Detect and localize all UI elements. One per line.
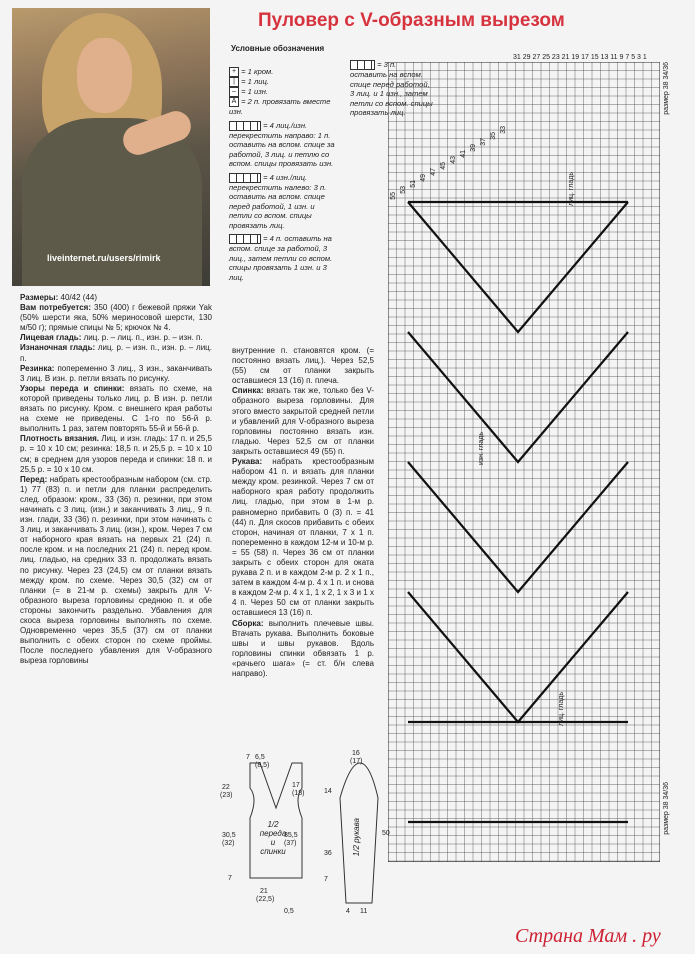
text-para: Перед: набрать крестообразным набором (см. стр. 1) 77 (83) п. и петли для планки распределить след. образом: кром., 33 (36) п. резинки, при этом начинать с 3 лиц. (изн.) и заканчивать 3 лиц., 9 п. изн. глади, 33 (36) п. резинки, при этом начинать с 3 лиц. и заканчивать 3 лиц. (изн.), кром. Через 7 см от наборного края вязать на первых 21 (24) п. после кром. и на последних 21 (24) п. перед кром. лиц. гладью, на средних 33 п. продолжать вязать по рисунку. Через 23 (24,5) см от планки вязать между кром. по схеме. Через 30,5 (32) см от планки (= в 21-м р. схемы) закрыть для V-образного выреза горловины среднюю п. и обе стороны закончить раздельно. Убавления для скоса выреза горловины выполнять по схеме. Одновременно через 35,5 (37) см от планки выполнить с обеих сторон по схеме проймы. После последнего убавления для V-образного выреза горловины <box>20 474 212 666</box>
text-para: Изнаночная гладь: лиц. р. – изн. п., изн. р. – лиц. п. <box>20 343 212 363</box>
chart-row-number: 49 <box>420 174 427 182</box>
site-watermark: Страна Мам . ру <box>515 925 661 947</box>
text-para: Размеры: 40/42 (44) <box>20 293 98 302</box>
model-photo <box>12 8 210 286</box>
legend-item: = 4 лиц./изн. перекрестить направо: 1 п. оставить на вспом. спице за работой, 3 лиц. и петлю со вспом. спицы провязать изн. <box>229 120 335 168</box>
text-para: Вам потребуется: 350 (400) г бежевой пряжи Yak (50% шерсти яка, 50% мериносовой шерсти, 130 м/50 г); прямые спицы № 5; крючок № 4. <box>20 303 212 333</box>
legend-list <box>229 67 339 282</box>
text-para: Плотность вязания. Лиц. и изн. гладь: 17 п. и 25,5 р. = 10 х 10 см; резинка: 18,5 п. и 25,5 р. = 10 х 10 см; в среднем для узоров переда и спинки: 18 п. и 25,5 р. = 10 х 10 см. <box>20 434 212 474</box>
chart-side-label-top: размер 38 34/36 <box>663 62 670 115</box>
chart-row-number: 41 <box>460 150 467 158</box>
text-para: Спинка: вязать так же, только без V-образного выреза горловины. Для этого вместо закрытой средней петли и убавлений для V-образного выреза горловины постоянно вязать изн. гладью. Через 52,5 см от планки закрыть оставшиеся 49 (55) п. <box>232 386 374 456</box>
sleeve-schematic-caption: 1/2 рукава <box>352 818 361 857</box>
chart-row-number: 55 <box>390 192 397 200</box>
page-title: Пуловер с V-образным вырезом <box>258 10 565 31</box>
photo-watermark: liveinternet.ru/users/rimirk <box>47 253 161 263</box>
knitting-chart <box>388 54 670 862</box>
text-column-left <box>20 293 212 666</box>
legend-item: = 4 изн./лиц. перекрестить налево: 3 п. оставить на вспом. спице перед работой, 1 изн. и петли со вспом. спицы провязать лиц. <box>229 172 327 230</box>
legend-item: A = 2 п. провязать вместе изн. <box>229 97 331 116</box>
chart-row-number: 39 <box>470 144 477 152</box>
text-para: Лицевая гладь: лиц. р. – лиц. п., изн. р. – изн. п. <box>20 333 203 343</box>
sleeve-schematic: 16 (17) 14 36 50 4 11 7 1/2 рукава <box>324 750 390 915</box>
chart-row-number: 43 <box>450 156 457 164</box>
chart-label-purl: изн. гладь <box>478 432 485 465</box>
body-schematic: 7 6,5 (8,5) 22 (23) 30,5 (32) 17 (18) 35,5 (37) 21 (22,5) 0,5 7 1/2 переда и спинки <box>220 754 305 915</box>
chart-row-number: 53 <box>400 186 407 194</box>
legend-item: + = 1 кром. <box>229 67 339 77</box>
text-para: внутренние п. становятся кром. (= постоянно вязать лиц.). Через 52,5 (55) см от планки закрыть оставшиеся 13 (16) п. плеча. <box>232 346 374 386</box>
chart-label-face-bottom: лиц. гладь <box>558 692 565 727</box>
legend-item: – = 1 изн. <box>229 87 339 97</box>
text-para: Рукава: набрать крестообразным набором 41 п. и вязать для планки между кром. резинкой. Через 7 см от наборного края работу продолжить лиц. гладью, при этом в 1-м р. равномерно прибавить 0 (3) п. = 41 (44) п. Для скосов прибавить с обеих сторон, начиная от планки, 7 х 1 п. попеременно в каждом 12-м и 10-м р. = 55 (58) п. Через 36 см от планки закрыть с обеих сторон для оката рукава 2 п. и в каждом 2-м р. 2 х 1 п., затем в каждом 4-м р. 4 х 1 п. и снова в каждом 2-м р. 4 х 1, 1 х 2, 1 х 3 и 1 х 4 п. Через 50 см от планки закрыть оставшиеся 13 (16) п. <box>232 457 374 618</box>
chart-row-number: 35 <box>490 132 497 140</box>
legend-heading: Условные обозначения <box>231 44 325 53</box>
chart-row-number: 47 <box>430 168 437 176</box>
legend-item: = 4 п. оставить на вспом. спице за работой, 3 лиц., затем петли со вспом. спицы провязать 1 изн. и 3 лиц. <box>229 234 333 282</box>
chart-label-face-top: лиц. гладь <box>568 172 575 207</box>
chart-row-number: 51 <box>410 180 417 188</box>
chart-row-number: 37 <box>480 138 487 146</box>
text-para: Резинка: попеременно 3 лиц., 3 изн., заканчивать 3 лиц. В изн. р. петли вязать по рисунку. <box>20 363 212 383</box>
body-schematic-caption: 1/2 переда и спинки <box>259 820 287 856</box>
text-para: Узоры переда и спинки: вязать по схеме, на которой приведены только лиц. р. В изн. р. петли вязать по рисунку. Кром. с внешнего края работы на схеме не приведены. С 1-го по 56-й р. выполнить 1 раз, затем повторять 55-й и 56-й р. <box>20 383 213 434</box>
chart-side-label-bottom: размер 38 34/36 <box>663 782 670 835</box>
chart-grid <box>388 62 660 862</box>
chart-top-numbers: 31 29 27 25 23 21 19 17 15 13 11 9 7 5 3 1 <box>513 54 647 61</box>
legend-item: | = 1 лиц. <box>229 77 339 87</box>
chart-row-number: 33 <box>500 126 507 134</box>
text-column-middle <box>232 346 374 679</box>
chart-row-number: 45 <box>440 162 447 170</box>
legend-item-cross3: = 3 п. оставить на вспом. спице перед работой, 3 лиц. и 1 изн., затем петли со вспом. спицы провязать лиц. <box>350 60 433 117</box>
text-para: Сборка: выполнить плечевые швы. Втачать рукава. Выполнить боковые швы и швы рукавов. Вдоль горловины спинки обвязать 1 р. «рачьего шага» (= ст. б/н слева направо). <box>232 618 374 678</box>
